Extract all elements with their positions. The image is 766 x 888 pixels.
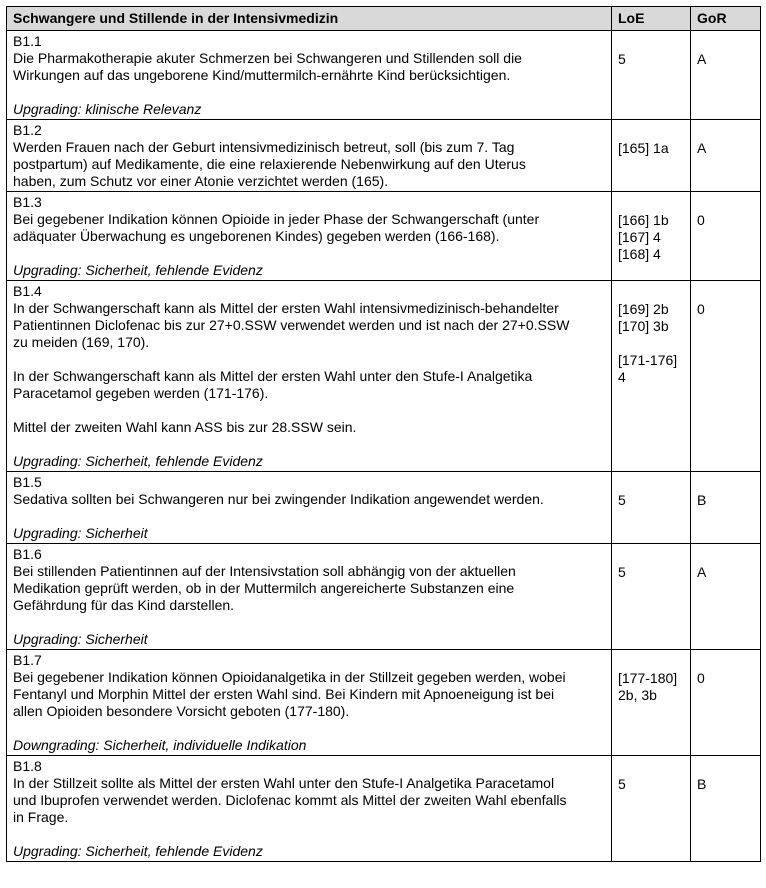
loe-cell [612, 544, 691, 650]
gor-value: A [697, 140, 707, 156]
gor-value: B [697, 492, 707, 508]
statement-line: allen Opioiden besondere Vorsicht geboten (177-180). [13, 703, 350, 719]
recommendation-row [7, 650, 761, 756]
loe-cell [612, 472, 691, 544]
gor-value: A [697, 564, 707, 580]
loe-value: [165] 1a [618, 140, 669, 156]
loe-value: 5 [618, 51, 626, 67]
statement-cell [7, 650, 612, 756]
statement-line: Paracetamol gegeben werden (171-176). [13, 385, 269, 401]
statement-line: In der Schwangerschaft kann als Mittel der ersten Wahl unter den Stufe-I Analgetika [13, 368, 533, 384]
statement-line: Bei gegebener Indikation können Opioidanalgetika in der Stillzeit gegeben werden, wobei [13, 669, 566, 685]
loe-cell [612, 756, 691, 862]
statement-cell [7, 120, 612, 192]
recommendation-id: B1.5 [13, 474, 42, 490]
recommendations-table [6, 6, 761, 862]
loe-value: [167] 4 [618, 229, 661, 245]
statement-line: Mittel der zweiten Wahl kann ASS bis zur 28.SSW sein. [13, 419, 357, 435]
paragraph-gap [13, 720, 605, 737]
gor-value: A [697, 51, 707, 67]
statement-line: Medikation geprüft werden, ob in der Muttermilch angereicherte Substanzen eine [13, 580, 515, 596]
loe-value: 5 [618, 492, 626, 508]
statement-cell [7, 472, 612, 544]
paragraph-gap [13, 826, 605, 843]
loe-cell [612, 192, 691, 281]
paragraph-gap [13, 84, 605, 101]
grading-rationale: Upgrading: Sicherheit, fehlende Evidenz [13, 453, 263, 469]
gor-cell [691, 281, 761, 472]
loe-value: [168] 4 [618, 246, 661, 262]
grading-rationale: Upgrading: Sicherheit [13, 631, 148, 647]
recommendation-id: B1.8 [13, 758, 42, 774]
gor-cell [691, 544, 761, 650]
recommendation-row [7, 192, 761, 281]
statement-line: postpartum) auf Medikamente, die eine relaxierende Nebenwirkung auf den Uterus [13, 156, 526, 172]
statement-cell [7, 544, 612, 650]
gor-value: 0 [697, 212, 705, 228]
statement-line: in Frage. [13, 809, 69, 825]
statement-line: zu meiden (169, 170). [13, 334, 150, 350]
statement-line: haben, zum Schutz vor einer Atonie verzichtet werden (165). [13, 173, 389, 189]
header-gor: GoR [691, 7, 761, 31]
recommendation-id: B1.4 [13, 283, 42, 299]
grading-rationale: Upgrading: Sicherheit [13, 525, 148, 541]
paragraph-gap [13, 436, 605, 453]
loe-value: [170] 3b [618, 318, 669, 334]
statement-line: und Ibuprofen verwendet werden. Diclofenac kommt als Mittel der zweiten Wahl ebenfalls [13, 792, 567, 808]
statement-line: Sedativa sollten bei Schwangeren nur bei zwingender Indikation angewendet werden. [13, 491, 544, 507]
recommendation-row [7, 281, 761, 472]
paragraph-gap [13, 351, 605, 368]
recommendation-row [7, 472, 761, 544]
recommendation-id: B1.3 [13, 194, 42, 210]
statement-cell [7, 756, 612, 862]
recommendation-id: B1.6 [13, 546, 42, 562]
loe-cell [612, 31, 691, 120]
grading-rationale: Upgrading: Sicherheit, fehlende Evidenz [13, 262, 263, 278]
statement-line: Gefährdung für das Kind darstellen. [13, 597, 235, 613]
gor-cell [691, 756, 761, 862]
gor-value: B [697, 776, 707, 792]
gor-value: 0 [697, 301, 705, 317]
paragraph-gap [13, 614, 605, 631]
gor-cell [691, 192, 761, 281]
statement-line: Patientinnen Diclofenac bis zur 27+0.SSW verwendet werden und ist nach der 27+0.SSW [13, 317, 570, 333]
header-title: Schwangere und Stillende in der Intensivmedizin [7, 7, 612, 31]
statement-line: Wirkungen auf das ungeborene Kind/muttermilch-ernährte Kind berücksichtigen. [13, 67, 511, 83]
statement-line: adäquater Überwachung es ungeborenen Kindes) gegeben werden (166-168). [13, 228, 500, 244]
loe-cell [612, 650, 691, 756]
statement-line: In der Schwangerschaft kann als Mittel der ersten Wahl intensivmedizinisch-behandelter [13, 300, 559, 316]
recommendation-id: B1.1 [13, 33, 42, 49]
loe-value: [169] 2b [618, 301, 669, 317]
recommendation-id: B1.7 [13, 652, 42, 668]
statement-line: Bei stillenden Patientinnen auf der Intensivstation soll abhängig von der aktuellen [13, 563, 516, 579]
gor-cell [691, 31, 761, 120]
recommendation-row [7, 120, 761, 192]
statement-cell [7, 281, 612, 472]
loe-value: 5 [618, 776, 626, 792]
loe-value: [166] 1b [618, 212, 669, 228]
recommendation-page [6, 6, 760, 862]
recommendation-row [7, 544, 761, 650]
recommendations-body [7, 31, 761, 862]
loe-value: 5 [618, 564, 626, 580]
paragraph-gap [13, 508, 605, 525]
grading-rationale: Upgrading: Sicherheit, fehlende Evidenz [13, 843, 263, 859]
loe-gap [618, 335, 684, 352]
statement-cell [7, 31, 612, 120]
loe-cell [612, 120, 691, 192]
loe-value: [177-180] [618, 670, 678, 686]
header-loe: LoE [612, 7, 691, 31]
gor-cell [691, 472, 761, 544]
grading-rationale: Downgrading: Sicherheit, individuelle Indikation [13, 737, 307, 753]
recommendation-row [7, 31, 761, 120]
recommendation-id: B1.2 [13, 122, 42, 138]
statement-line: In der Stillzeit sollte als Mittel der ersten Wahl unter den Stufe-I Analgetika Paracetamol [13, 775, 555, 791]
gor-value: 0 [697, 670, 705, 686]
loe-cell [612, 281, 691, 472]
statement-line: Die Pharmakotherapie akuter Schmerzen bei Schwangeren und Stillenden soll die [13, 50, 522, 66]
statement-cell [7, 192, 612, 281]
gor-cell [691, 650, 761, 756]
statement-line: Fentanyl und Morphin Mittel der ersten Wahl sind. Bei Kindern mit Apnoeneigung ist bei [13, 686, 555, 702]
statement-line: Bei gegebener Indikation können Opioide in jeder Phase der Schwangerschaft (unter [13, 211, 540, 227]
recommendation-row [7, 756, 761, 862]
gor-cell [691, 120, 761, 192]
header-row [7, 7, 761, 31]
loe-value: [171-176] [618, 352, 678, 368]
loe-value: 4 [618, 369, 626, 385]
paragraph-gap [13, 402, 605, 419]
grading-rationale: Upgrading: klinische Relevanz [13, 101, 202, 117]
paragraph-gap [13, 245, 605, 262]
loe-value: 2b, 3b [618, 687, 657, 703]
statement-line: Werden Frauen nach der Geburt intensivmedizinisch betreut, soll (bis zum 7. Tag [13, 139, 515, 155]
